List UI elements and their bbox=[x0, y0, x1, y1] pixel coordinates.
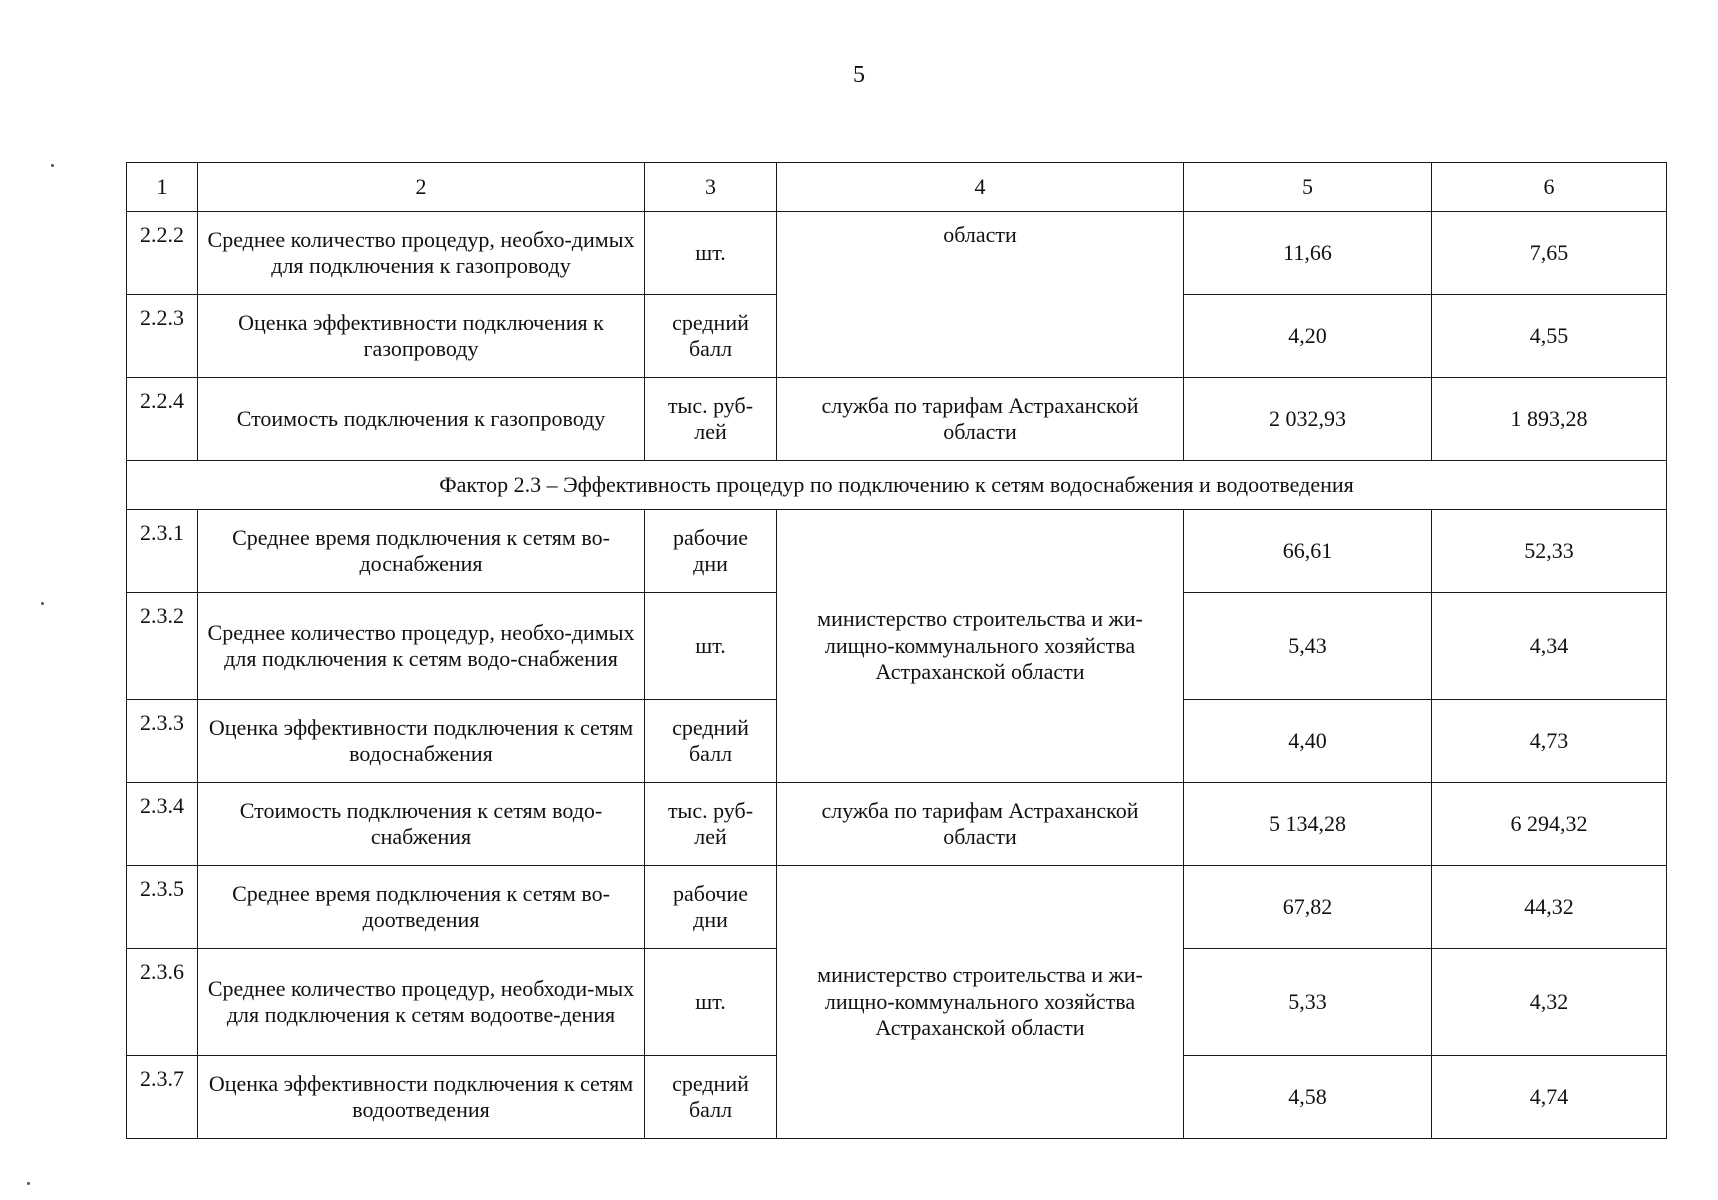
scan-speck bbox=[51, 164, 54, 167]
column-header: 1 bbox=[127, 163, 198, 212]
value-cell-6: 44,32 bbox=[1432, 866, 1667, 949]
unit-cell: средний балл bbox=[645, 1056, 777, 1139]
value-cell-5: 4,58 bbox=[1184, 1056, 1432, 1139]
row-number: 2.3.6 bbox=[127, 949, 198, 1056]
table-row bbox=[127, 866, 1667, 949]
unit-cell: тыс. руб-лей bbox=[645, 378, 777, 461]
unit-cell: шт. bbox=[645, 949, 777, 1056]
row-number: 2.3.1 bbox=[127, 510, 198, 593]
value-cell-6: 4,34 bbox=[1432, 593, 1667, 700]
scan-speck bbox=[41, 602, 44, 605]
value-cell-5: 5,33 bbox=[1184, 949, 1432, 1056]
responsible-cell: министерство строительства и жи-лищно-коммунального хозяйства Астраханской области bbox=[777, 866, 1184, 1139]
responsible-cell: области bbox=[777, 212, 1184, 378]
row-number: 2.3.2 bbox=[127, 593, 198, 700]
value-cell-6: 1 893,28 bbox=[1432, 378, 1667, 461]
indicator-name: Среднее количество процедур, необходи-мых для подключения к сетям водоотве-дения bbox=[198, 949, 645, 1056]
row-number: 2.2.4 bbox=[127, 378, 198, 461]
indicator-name: Среднее время подключения к сетям во-доотведения bbox=[198, 866, 645, 949]
unit-cell: шт. bbox=[645, 212, 777, 295]
column-header: 2 bbox=[198, 163, 645, 212]
value-cell-6: 4,73 bbox=[1432, 700, 1667, 783]
table-header-row bbox=[127, 163, 1667, 212]
column-header: 4 bbox=[777, 163, 1184, 212]
row-number: 2.2.3 bbox=[127, 295, 198, 378]
value-cell-5: 5,43 bbox=[1184, 593, 1432, 700]
indicator-name: Среднее время подключения к сетям во-доснабжения bbox=[198, 510, 645, 593]
value-cell-6: 52,33 bbox=[1432, 510, 1667, 593]
value-cell-6: 4,55 bbox=[1432, 295, 1667, 378]
value-cell-5: 4,40 bbox=[1184, 700, 1432, 783]
column-header: 6 bbox=[1432, 163, 1667, 212]
value-cell-5: 11,66 bbox=[1184, 212, 1432, 295]
unit-cell: средний балл bbox=[645, 295, 777, 378]
column-header: 5 bbox=[1184, 163, 1432, 212]
unit-cell: шт. bbox=[645, 593, 777, 700]
unit-cell: рабочие дни bbox=[645, 510, 777, 593]
row-number: 2.3.4 bbox=[127, 783, 198, 866]
indicator-name: Стоимость подключения к газопроводу bbox=[198, 378, 645, 461]
value-cell-5: 66,61 bbox=[1184, 510, 1432, 593]
row-number: 2.3.3 bbox=[127, 700, 198, 783]
row-number: 2.3.7 bbox=[127, 1056, 198, 1139]
indicators-table bbox=[126, 162, 1667, 1139]
table-row bbox=[127, 212, 1667, 295]
value-cell-5: 2 032,93 bbox=[1184, 378, 1432, 461]
table-row bbox=[127, 378, 1667, 461]
indicator-name: Оценка эффективности подключения к сетям водоотведения bbox=[198, 1056, 645, 1139]
page-number: 5 bbox=[853, 62, 865, 88]
unit-cell: рабочие дни bbox=[645, 866, 777, 949]
row-number: 2.2.2 bbox=[127, 212, 198, 295]
indicator-name: Среднее количество процедур, необхо-димых для подключения к сетям водо-снабжения bbox=[198, 593, 645, 700]
value-cell-6: 6 294,32 bbox=[1432, 783, 1667, 866]
unit-cell: средний балл bbox=[645, 700, 777, 783]
indicator-name: Оценка эффективности подключения к газопроводу bbox=[198, 295, 645, 378]
unit-cell: тыс. руб-лей bbox=[645, 783, 777, 866]
factor-title: Фактор 2.3 – Эффективность процедур по подключению к сетям водоснабжения и водоотведения bbox=[127, 461, 1667, 510]
value-cell-5: 4,20 bbox=[1184, 295, 1432, 378]
indicator-name: Среднее количество процедур, необхо-димых для подключения к газопроводу bbox=[198, 212, 645, 295]
table-row bbox=[127, 783, 1667, 866]
value-cell-6: 4,32 bbox=[1432, 949, 1667, 1056]
responsible-cell: служба по тарифам Астраханской области bbox=[777, 378, 1184, 461]
column-header: 3 bbox=[645, 163, 777, 212]
responsible-cell: министерство строительства и жи-лищно-коммунального хозяйства Астраханской области bbox=[777, 510, 1184, 783]
factor-row bbox=[127, 461, 1667, 510]
table-row bbox=[127, 510, 1667, 593]
value-cell-5: 5 134,28 bbox=[1184, 783, 1432, 866]
row-number: 2.3.5 bbox=[127, 866, 198, 949]
value-cell-6: 7,65 bbox=[1432, 212, 1667, 295]
indicator-name: Стоимость подключения к сетям водо-снабжения bbox=[198, 783, 645, 866]
value-cell-6: 4,74 bbox=[1432, 1056, 1667, 1139]
indicator-name: Оценка эффективности подключения к сетям водоснабжения bbox=[198, 700, 645, 783]
responsible-cell: служба по тарифам Астраханской области bbox=[777, 783, 1184, 866]
scan-speck bbox=[27, 1182, 30, 1185]
value-cell-5: 67,82 bbox=[1184, 866, 1432, 949]
